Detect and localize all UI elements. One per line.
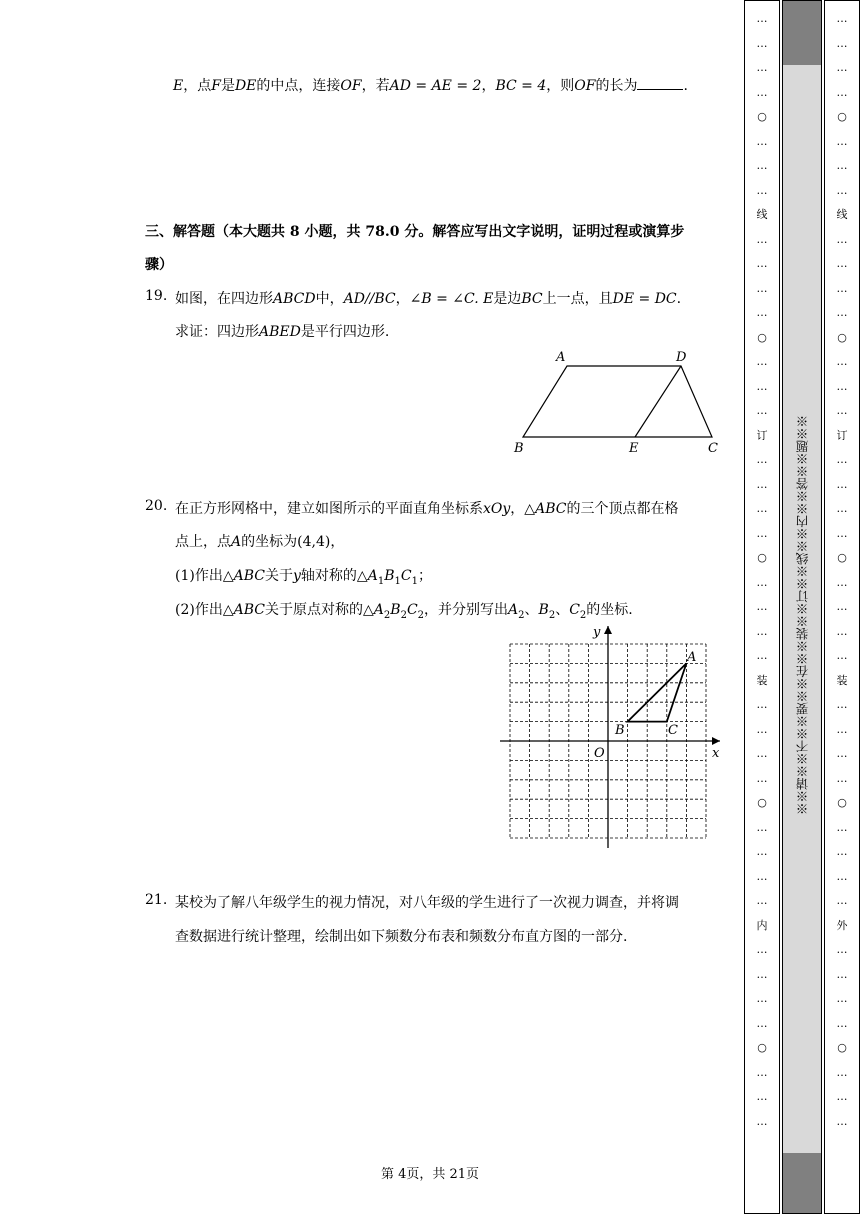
- outer-label-zhuang: 装: [836, 673, 848, 687]
- dots: …: [836, 600, 848, 613]
- q20-abc: ABC: [233, 602, 265, 618]
- dots: …: [836, 1065, 848, 1079]
- q20-text: 点上，点: [175, 534, 231, 550]
- dots: …: [756, 1114, 768, 1128]
- q20-triangle-abc: [628, 663, 687, 721]
- q20-text: 轴对称的△: [300, 568, 368, 584]
- q20-label-b: B: [615, 723, 625, 738]
- q18-text: ，: [481, 78, 496, 94]
- section3-heading-line1: 三、解答题（本大题共 8 小题，共 78.0 分。解答应写出文字说明，证明过程或演算步: [145, 224, 685, 240]
- q20-sub: 2: [417, 609, 425, 621]
- q20-text: 关于原点对称的△: [264, 602, 374, 618]
- q20-part2: [175, 599, 633, 621]
- dots: …: [836, 159, 848, 172]
- q20-sub: 2: [400, 609, 407, 621]
- q20-text: (1)作出△: [175, 568, 234, 584]
- dots: …: [756, 232, 768, 246]
- dots: …: [836, 355, 848, 368]
- notice-top-cap: [783, 1, 821, 65]
- q20-text: 的坐标为(4,4)，: [241, 534, 345, 550]
- dots: …: [836, 698, 848, 711]
- dots: …: [756, 477, 768, 491]
- q20-line1: [175, 498, 678, 518]
- binding-circle: ○: [837, 1041, 847, 1054]
- dots: …: [756, 600, 768, 613]
- q19-period: .: [676, 291, 682, 307]
- q20-text: ，△: [510, 501, 536, 517]
- inner-label-zhuang: 装: [756, 673, 768, 687]
- outer-label-wai: 外: [836, 918, 848, 932]
- dots: …: [756, 526, 768, 540]
- q19-label-e: E: [629, 441, 639, 456]
- q18-segment-of: OF: [340, 78, 362, 94]
- q20-abc: ABC: [233, 568, 265, 584]
- dots: …: [836, 36, 848, 50]
- q18-answer-blank[interactable]: [637, 75, 683, 90]
- q20-sub: 1: [394, 575, 401, 587]
- q20-y-axis-arrow: [604, 626, 612, 634]
- q18-point-f: F: [211, 78, 221, 94]
- q19-text: ，: [395, 291, 410, 307]
- q19-label-b: B: [514, 441, 524, 456]
- notice-bottom-cap: [783, 1153, 821, 1213]
- dots: …: [756, 624, 768, 638]
- q20-text: (2)作出△: [175, 602, 234, 618]
- q19-text: 上一点，且: [542, 291, 613, 307]
- dots: …: [756, 453, 768, 466]
- dots: …: [756, 12, 768, 25]
- dots: …: [756, 771, 768, 785]
- dots: …: [756, 967, 768, 981]
- q18-tail-line: [173, 75, 688, 95]
- q20-grid-figure: [498, 622, 728, 850]
- q20-label-c: C: [668, 723, 678, 738]
- q20-c2: C: [569, 602, 580, 618]
- inner-label-xian: 线: [756, 208, 768, 221]
- q19-text: 是平行四边形.: [300, 324, 390, 340]
- dots: …: [836, 771, 848, 785]
- inner-dots-column: [753, 7, 771, 1207]
- q19-quadrilateral: [523, 366, 712, 437]
- q20-label-a: A: [687, 650, 697, 665]
- dots: …: [836, 134, 848, 148]
- dots: …: [836, 845, 848, 858]
- q18-equation-bc: BC = 4: [495, 78, 547, 94]
- dots: …: [756, 992, 768, 1005]
- dots: …: [836, 404, 848, 417]
- inner-label-ding: 订: [756, 428, 768, 442]
- dots: …: [756, 134, 768, 148]
- q19-segment-de: [635, 366, 681, 437]
- outer-label-ding: 订: [836, 428, 848, 442]
- dots: …: [756, 85, 768, 99]
- dots: …: [756, 36, 768, 50]
- q19-parallel: AD//BC: [343, 291, 396, 307]
- dots: …: [756, 1016, 768, 1030]
- q19-quad-abed: ABED: [259, 324, 301, 340]
- q18-text: 的中点，连接: [256, 78, 341, 94]
- q20-text: 在正方形网格中，建立如图所示的平面直角坐标系: [175, 501, 483, 517]
- dots: …: [836, 526, 848, 540]
- binding-strip-inner: [744, 0, 780, 1214]
- q20-text: 关于: [264, 568, 293, 584]
- dots: …: [756, 869, 768, 883]
- dots: …: [756, 894, 768, 907]
- binding-circle: ○: [757, 330, 767, 344]
- binding-circle: ○: [837, 330, 847, 344]
- q19-angle-eq: ∠B = ∠C. E: [409, 291, 494, 307]
- q20-sub: 2: [579, 609, 587, 621]
- q18-segment-de: DE: [234, 78, 257, 94]
- q21-number: 21.: [145, 892, 168, 908]
- q20-number: 20.: [145, 498, 168, 514]
- q19-number: 19.: [145, 288, 168, 304]
- q20-text: ，并分别写出: [424, 602, 509, 618]
- q20-sub: 1: [377, 575, 385, 587]
- q20-sub: 2: [548, 609, 556, 621]
- dots: …: [836, 649, 848, 662]
- q20-b2: B: [538, 602, 549, 618]
- dots: …: [836, 1016, 848, 1030]
- q19-text: 如图，在四边形: [175, 291, 273, 307]
- q20-part1: [175, 565, 432, 587]
- q18-segment-of: OF: [574, 78, 596, 94]
- dots: …: [756, 845, 768, 858]
- dots: …: [836, 183, 848, 197]
- binding-circle: ○: [757, 1041, 767, 1054]
- q19-label-c: C: [708, 441, 718, 456]
- q20-point-a: A: [231, 534, 242, 550]
- page-footer: 第 4页，共 21页: [380, 1167, 480, 1182]
- q20-sub: 2: [383, 609, 391, 621]
- dots: …: [836, 820, 848, 834]
- dots: …: [756, 281, 768, 295]
- q20-sub: 2: [518, 609, 525, 621]
- q20-line2: [175, 531, 344, 551]
- binding-circle: ○: [757, 551, 767, 564]
- dots: …: [756, 747, 768, 760]
- dots: …: [836, 747, 848, 760]
- dots: …: [756, 575, 768, 589]
- dots: …: [756, 1090, 768, 1103]
- q20-c1: C: [400, 568, 412, 584]
- q20-label-x: x: [712, 746, 720, 761]
- q19-text: 是边: [493, 291, 522, 307]
- q18-text: 是: [220, 78, 235, 94]
- dots: …: [836, 894, 848, 907]
- q20-a2: A: [508, 602, 519, 618]
- binding-circle: ○: [757, 110, 767, 123]
- dots: …: [836, 477, 848, 491]
- dots: …: [836, 992, 848, 1005]
- q20-x-axis-arrow: [712, 737, 720, 745]
- q19-label-a: A: [556, 350, 566, 365]
- q20-xoy: xOy: [483, 501, 511, 517]
- dots: …: [756, 722, 768, 736]
- binding-circle: ○: [837, 110, 847, 123]
- q20-b2: B: [390, 602, 401, 618]
- dots: …: [836, 453, 848, 466]
- q18-text: 的长为: [595, 78, 638, 94]
- dots: …: [836, 379, 848, 393]
- binding-circle: ○: [757, 796, 767, 809]
- dots: …: [836, 257, 848, 270]
- q20-label-y: y: [593, 625, 601, 640]
- dots: …: [836, 85, 848, 99]
- q19-de-eq-dc: DE = DC: [612, 291, 677, 307]
- q18-text: ，则: [546, 78, 575, 94]
- dots: …: [756, 943, 768, 956]
- inner-label-nei: 内: [756, 918, 768, 932]
- dots: …: [836, 61, 848, 74]
- outer-label-xian: 线: [836, 208, 848, 221]
- dots: …: [836, 575, 848, 589]
- q20-text: 、: [524, 602, 539, 618]
- dots: …: [836, 502, 848, 515]
- notice-text: ※※请※※不※※要※※在※※装※※订※※线※※内※※答※※题※※: [795, 415, 810, 815]
- dots: …: [756, 820, 768, 834]
- dots: …: [836, 281, 848, 295]
- dots: …: [836, 624, 848, 638]
- q20-abc: ABC: [535, 501, 567, 517]
- dots: …: [756, 306, 768, 319]
- dots: …: [756, 355, 768, 368]
- q19-line1: [175, 288, 681, 308]
- q20-text: 的坐标.: [586, 602, 633, 618]
- dots: …: [836, 306, 848, 319]
- q19-figure: [505, 345, 730, 460]
- q20-c2: C: [406, 602, 418, 618]
- section3-heading-line2: 骤）: [145, 257, 173, 273]
- q20-label-o: O: [594, 746, 605, 761]
- q18-text: ，点: [183, 78, 212, 94]
- q18-equation: AD = AE = 2: [389, 78, 482, 94]
- dots: …: [836, 232, 848, 246]
- dots: …: [756, 404, 768, 417]
- binding-circle: ○: [837, 796, 847, 809]
- dots: …: [756, 649, 768, 662]
- dots: …: [756, 159, 768, 172]
- q20-y-axis-ref: y: [292, 568, 301, 584]
- q19-quad-abcd: ABCD: [273, 291, 316, 307]
- q19-label-d: D: [676, 350, 687, 365]
- dots: …: [836, 967, 848, 981]
- dots: …: [836, 1090, 848, 1103]
- dots: …: [756, 379, 768, 393]
- dots: …: [756, 61, 768, 74]
- dots: …: [836, 1114, 848, 1128]
- q21-line2: 查数据进行统计整理，绘制出如下频数分布表和频数分布直方图的一部分.: [175, 929, 628, 945]
- q20-text: 、: [555, 602, 570, 618]
- q21-line1: 某校为了解八年级学生的视力情况，对八年级的学生进行了一次视力调查，并将调: [175, 895, 679, 911]
- q20-a2: A: [373, 602, 384, 618]
- dots: …: [756, 257, 768, 270]
- q20-sub: 1: [411, 575, 418, 587]
- dots: …: [836, 943, 848, 956]
- dots: …: [756, 1065, 768, 1079]
- q20-text: 的三个顶点都在格: [566, 501, 679, 517]
- q20-a1: A: [367, 568, 378, 584]
- dots: …: [836, 722, 848, 736]
- binding-strip-notice: [782, 0, 822, 1214]
- dots: …: [756, 698, 768, 711]
- outer-dots-column: [833, 7, 851, 1207]
- q19-text: 求证：四边形: [175, 324, 259, 340]
- dots: …: [756, 502, 768, 515]
- q18-point-e: E: [173, 78, 184, 94]
- q19-side-bc: BC: [521, 291, 543, 307]
- q18-text: ，若: [361, 78, 390, 94]
- dots: …: [836, 869, 848, 883]
- q20-text: ；: [417, 568, 432, 584]
- binding-circle: ○: [837, 551, 847, 564]
- q20-b1: B: [384, 568, 395, 584]
- dots: …: [836, 12, 848, 25]
- q19-text: 中，: [315, 291, 344, 307]
- q19-line2: [175, 321, 389, 341]
- q18-period: .: [683, 78, 688, 94]
- binding-strip-outer: [824, 0, 860, 1214]
- dots: …: [756, 183, 768, 197]
